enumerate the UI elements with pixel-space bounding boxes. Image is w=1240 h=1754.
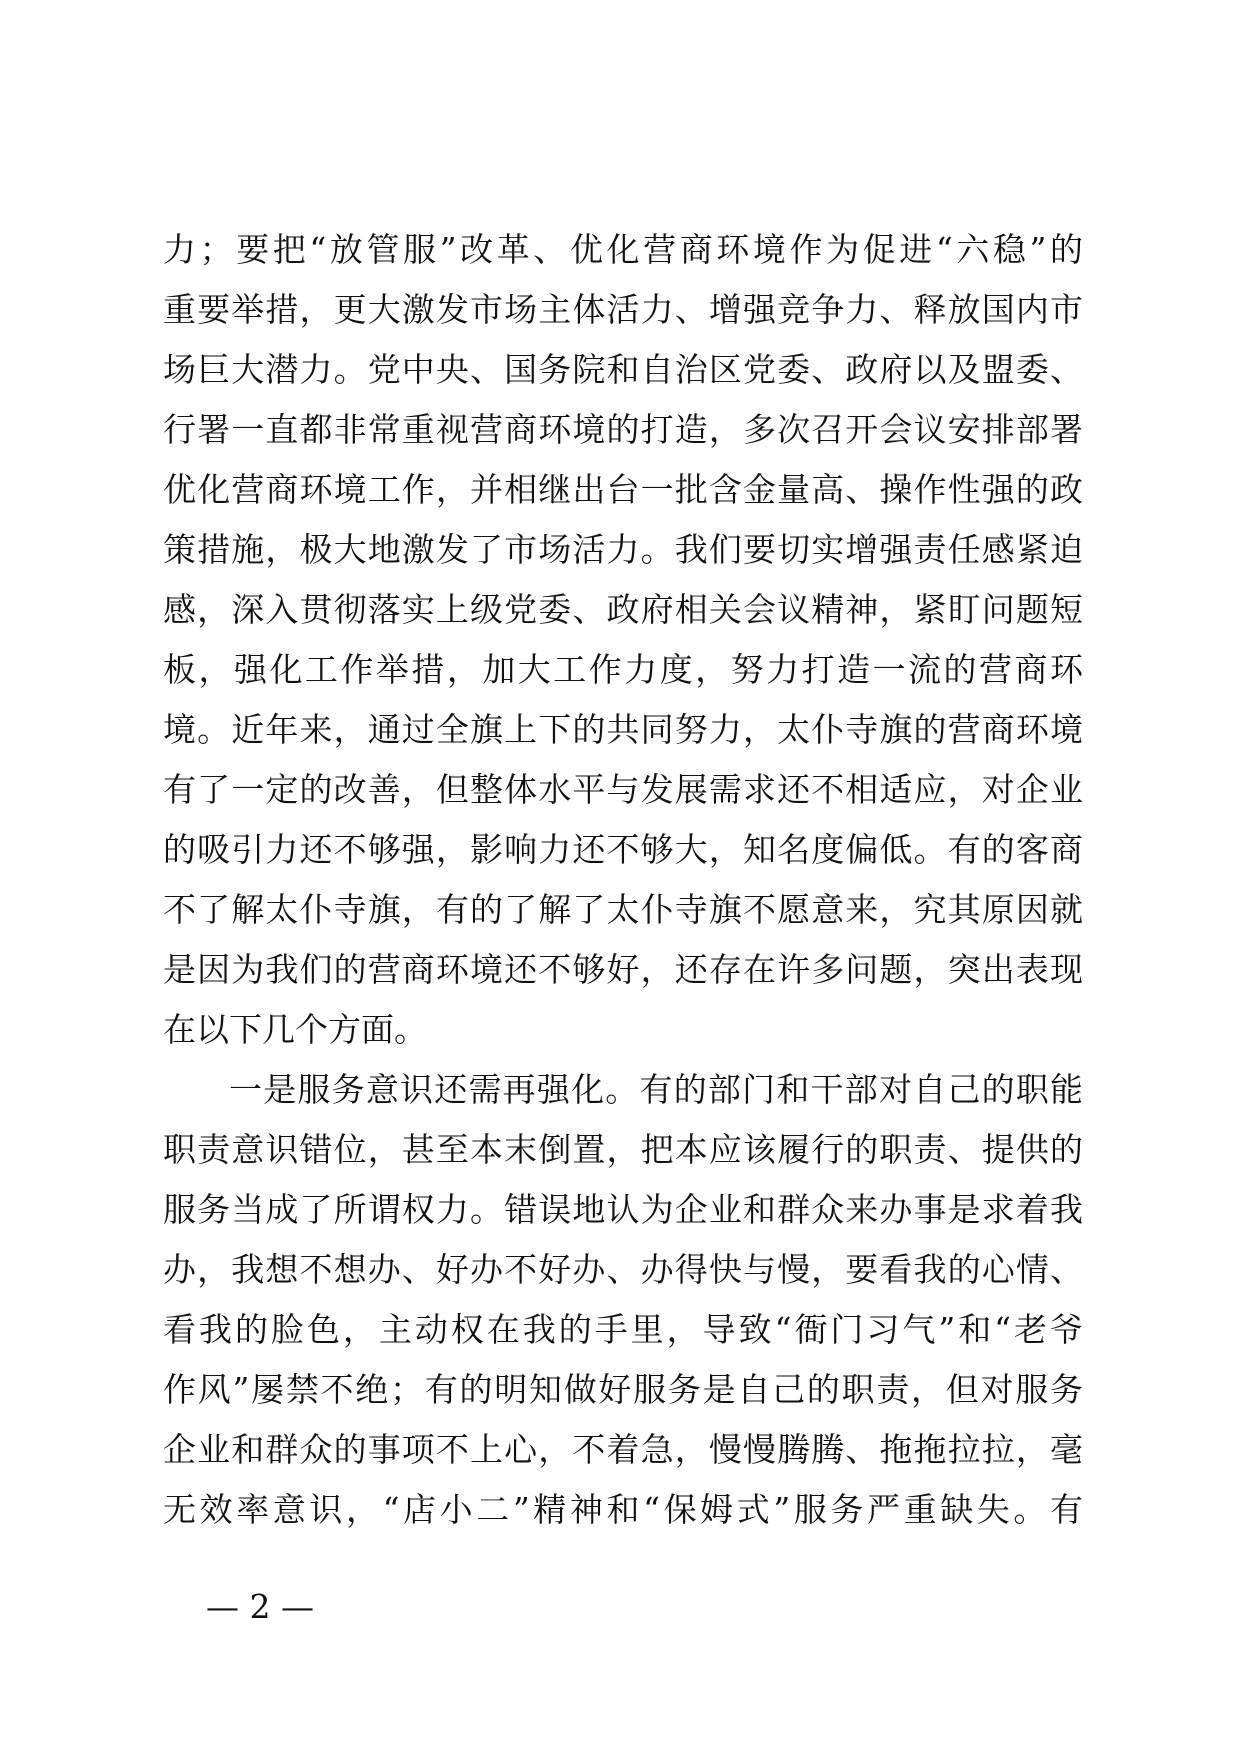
text-line: 职责意识错位，甚至本末倒置，把本应该履行的职责、提供的 — [163, 1130, 1083, 1169]
text-line: 作风”屡禁不绝；有的明知做好服务是自己的职责，但对服务 — [163, 1370, 1083, 1409]
text-line: 策措施，极大地激发了市场活力。我们要切实增强责任感紧迫 — [163, 530, 1083, 569]
text-line: 一是服务意识还需再强化。有的部门和干部对自己的职能 — [229, 1070, 1083, 1109]
text-line: 场巨大潜力。党中央、国务院和自治区党委、政府以及盟委、 — [163, 350, 1083, 389]
text-line: 板，强化工作举措，加大工作力度，努力打造一流的营商环 — [163, 650, 1083, 689]
text-line: 优化营商环境工作，并相继出台一批含金量高、操作性强的政 — [163, 470, 1083, 509]
text-line: 不了解太仆寺旗，有的了解了太仆寺旗不愿意来，究其原因就 — [163, 890, 1083, 929]
paragraph — [163, 1060, 1083, 1540]
text-line: 办，我想不想办、好办不好办、办得快与慢，要看我的心情、 — [163, 1250, 1083, 1289]
page-number: — 2 — — [206, 1587, 314, 1626]
text-line: 是因为我们的营商环境还不够好，还存在许多问题，突出表现 — [163, 950, 1083, 989]
text-line: 力；要把“放管服”改革、优化营商环境作为促进“六稳”的 — [163, 230, 1083, 269]
text-line: 有了一定的改善，但整体水平与发展需求还不相适应，对企业 — [163, 770, 1083, 809]
body-text — [163, 220, 1083, 1540]
text-line: 服务当成了所谓权力。错误地认为企业和群众来办事是求着我 — [163, 1190, 1083, 1229]
text-line: 境。近年来，通过全旗上下的共同努力，太仆寺旗的营商环境 — [163, 710, 1083, 749]
text-line: 企业和群众的事项不上心，不着急，慢慢腾腾、拖拖拉拉，毫 — [163, 1430, 1083, 1469]
text-line: 重要举措，更大激发市场主体活力、增强竞争力、释放国内市 — [163, 290, 1083, 329]
text-line: 行署一直都非常重视营商环境的打造，多次召开会议安排部署 — [163, 410, 1083, 449]
text-line: 看我的脸色，主动权在我的手里，导致“衙门习气”和“老爷 — [163, 1310, 1083, 1349]
paragraph — [163, 220, 1083, 1060]
text-line: 无效率意识，“店小二”精神和“保姆式”服务严重缺失。有 — [163, 1490, 1083, 1529]
text-line: 的吸引力还不够强，影响力还不够大，知名度偏低。有的客商 — [163, 830, 1083, 869]
text-line: 在以下几个方面。 — [163, 1010, 427, 1049]
text-line: 感，深入贯彻落实上级党委、政府相关会议精神，紧盯问题短 — [163, 590, 1083, 629]
